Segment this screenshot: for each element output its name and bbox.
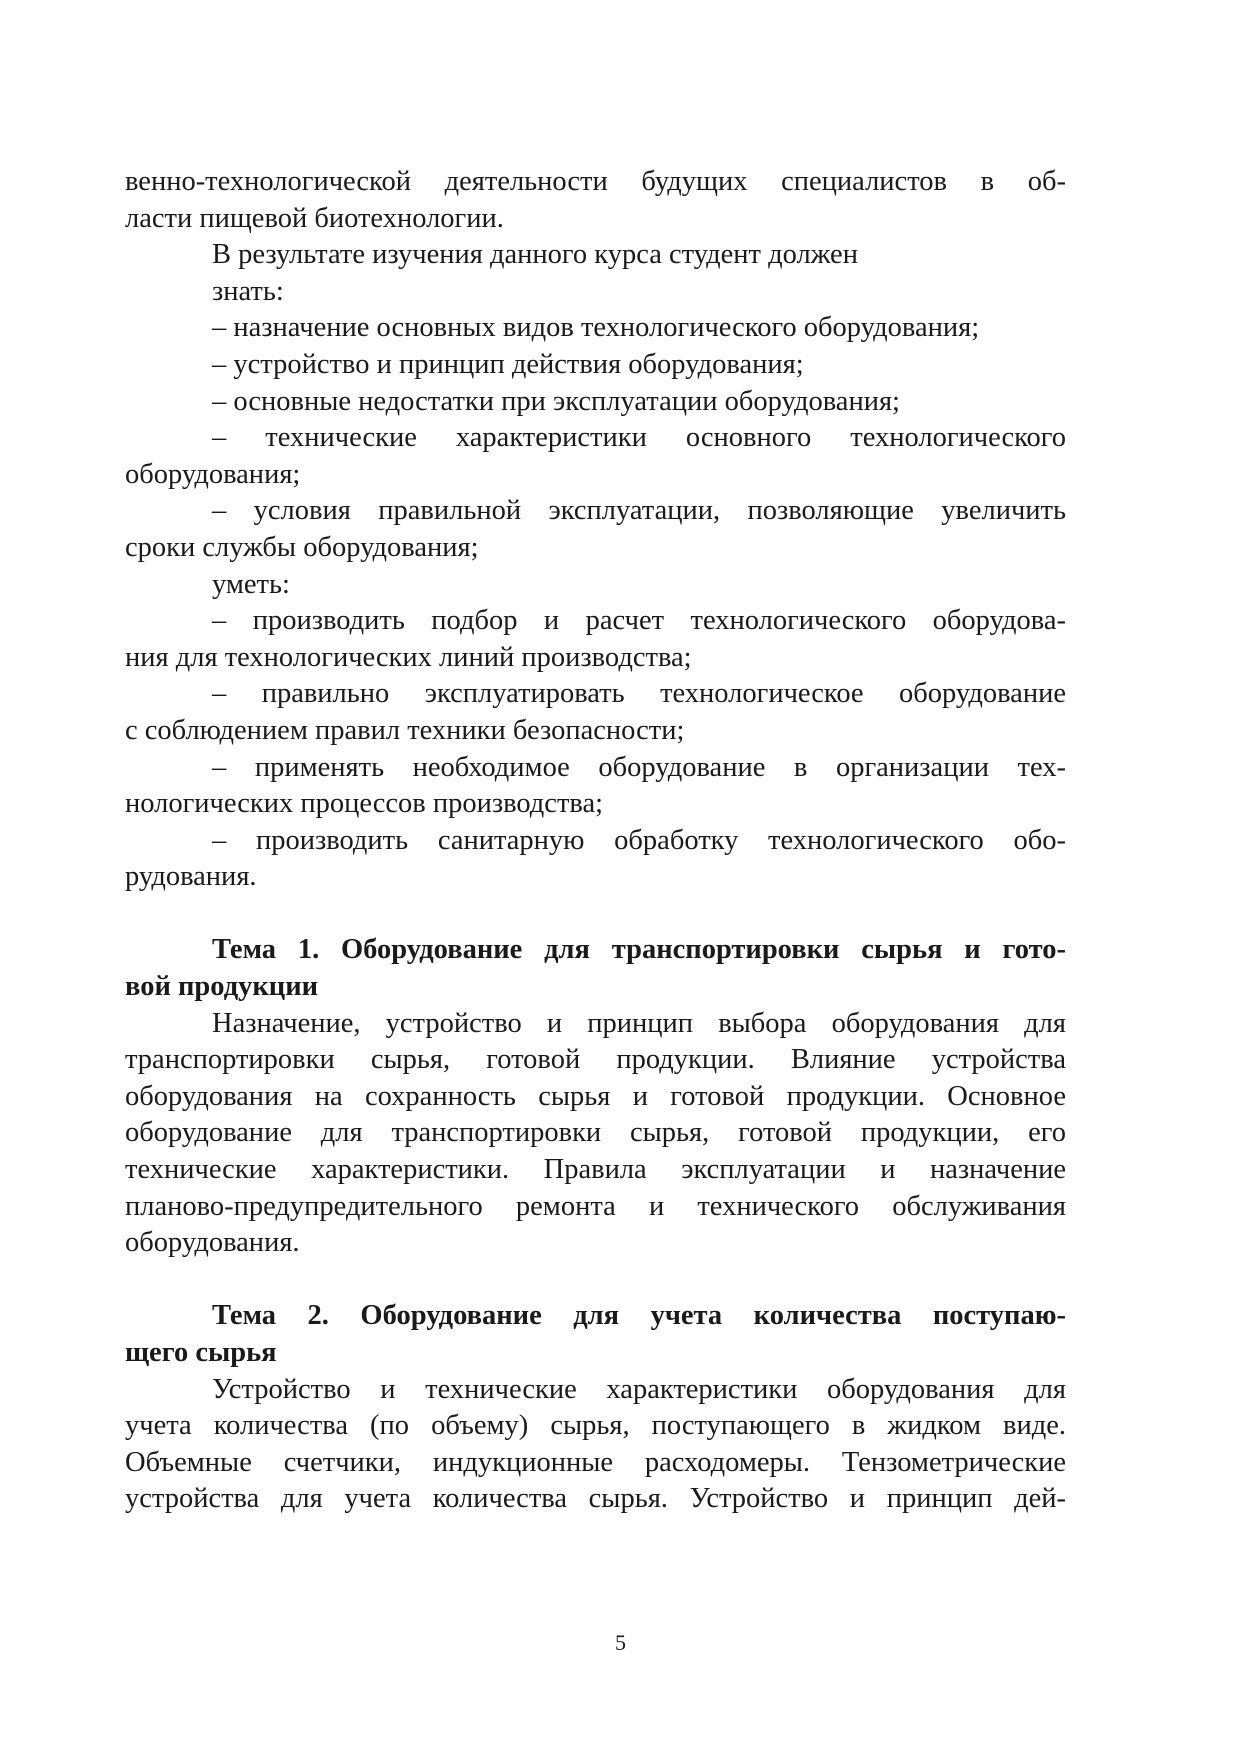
topic1-paragraph-line: транспортировки сырья, готовой продукции. Влияние устройства (125, 1044, 1066, 1076)
can-item-cont: нологических процессов производства; (125, 788, 604, 820)
can-item-cont: с соблюдением правил техники безопасности; (125, 714, 685, 746)
can-item: – правильно эксплуатировать технологическое оборудование (212, 678, 1066, 710)
topic1-title-cont: вой продукции (125, 971, 319, 1003)
know-item: – условия правильной эксплуатации, позволяющие увеличить (212, 495, 1066, 527)
can-item-cont: ния для технологических линий производства; (125, 641, 692, 673)
topic2-title: Тема 2. Оборудование для учета количества поступаю- (212, 1300, 1066, 1332)
topic2-paragraph-line: Объемные счетчики, индукционные расходомеры. Тензометрические (125, 1446, 1066, 1478)
topic1-paragraph-line: Назначение, устройство и принцип выбора оборудования для (212, 1007, 1066, 1039)
know-item: – устройство и принцип действия оборудования; (212, 348, 804, 380)
topic1-paragraph-line: оборудования. (125, 1227, 300, 1259)
know-item: – основные недостатки при эксплуатации оборудования; (212, 385, 900, 417)
know-item: – назначение основных видов технологического оборудования; (212, 312, 980, 344)
topic2-title-cont: щего сырья (125, 1337, 277, 1368)
intro-line: венно-технологической деятельности будущих специалистов в об- (125, 166, 1066, 197)
result-lead: В результате изучения данного курса студент должен (212, 239, 858, 271)
topic1-paragraph-line: технические характеристики. Правила эксплуатации и назначение (125, 1154, 1066, 1186)
can-label: уметь: (212, 568, 290, 600)
topic2-paragraph-line: учета количества (по объему) сырья, поступающего в жидком виде. (125, 1410, 1066, 1442)
know-item-cont: сроки службы оборудования; (125, 531, 479, 563)
page-body (125, 164, 1066, 1518)
intro-line: ласти пищевой биотехнологии. (125, 202, 504, 234)
topic1-title: Тема 1. Оборудование для транспортировки сырья и гото- (212, 934, 1066, 966)
can-item: – применять необходимое оборудование в организации тех- (212, 751, 1066, 783)
know-label: знать: (212, 275, 284, 307)
topic1-paragraph-line: оборудование для транспортировки сырья, готовой продукции, его (125, 1117, 1066, 1149)
can-item-cont: рудования. (125, 861, 257, 893)
spacer (125, 896, 1066, 933)
topic2-paragraph-line: устройства для учета количества сырья. Устройство и принцип дей- (125, 1483, 1066, 1515)
know-item: – технические характеристики основного технологического (212, 422, 1066, 454)
topic1-paragraph-line: оборудования на сохранность сырья и готовой продукции. Основное (125, 1080, 1066, 1112)
topic2-paragraph-line: Устройство и технические характеристики оборудования для (212, 1373, 1066, 1405)
spacer (125, 1262, 1066, 1299)
know-item-cont: оборудования; (125, 458, 301, 490)
topic1-paragraph-line: планово-предупредительного ремонта и технического обслуживания (125, 1190, 1066, 1222)
can-item: – производить санитарную обработку технологического обо- (212, 824, 1066, 856)
page-number: 5 (615, 1630, 626, 1655)
can-item: – производить подбор и расчет технологического оборудова- (212, 605, 1066, 637)
